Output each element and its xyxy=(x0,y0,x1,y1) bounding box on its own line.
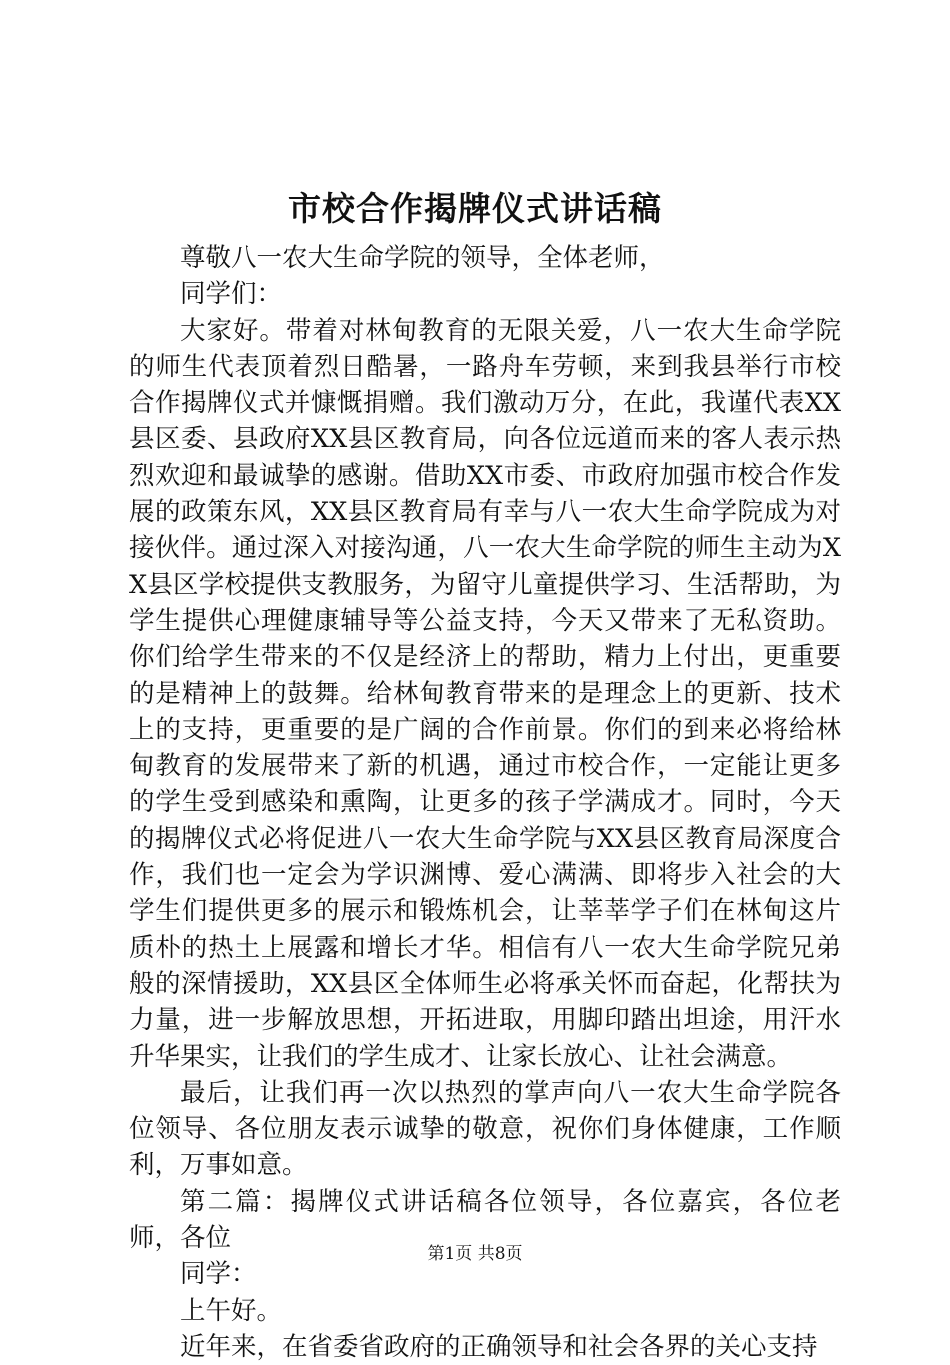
second-article-heading: 第二篇：揭牌仪式讲话稿各位领导，各位嘉宾，各位老师，各位 xyxy=(129,1186,841,1254)
second-salutation: 同学： xyxy=(180,1259,257,1290)
body-paragraph: 大家好。带着对林甸教育的无限关爱，八一农大生命学院的师生代表顶着烈日酷暑，一路舟车劳顿，来到我县举行市校合作揭牌仪式并慷慨捐赠。我们激动万分，在此，我谨代表XX县区委、县政府XX县区教育局，向各位远道而来的客人表示热烈欢迎和最诚挚的感谢。借助XX市委、市政府加强市校合作发展的政策东风，XX县区教育局有幸与八一农大生命学院成为对接伙伴。通过深入对接沟通，八一农大生命学院的师生主动为XX县区学校提供支教服务，为留守儿童提供学习、生活帮助，为学生提供心理健康辅导等公益支持，今天又带来了无私资助。你们给学生带来的不仅是经济上的帮助，精力上付出，更重要的是精神上的鼓舞。给林甸教育带来的是理念上的更新、技术上的支持，更重要的是广阔的合作前景。你们的到来必将给林甸教育的发展带来了新的机遇，通过市校合作，一定能让更多的学生受到感染和熏陶，让更多的孩子学满成才。同时，今天的揭牌仪式必将促进八一农大生命学院与XX县区教育局深度合作，我们也一定会为学识渊博、爱心满满、即将步入社会的大学生们提供更多的展示和锻炼机会，让莘莘学子们在林甸这片质朴的热土上展露和增长才华。相信有八一农大生命学院兄弟般的深情援助，XX县区全体师生必将承关怀而奋起，化帮扶为力量，进一步解放思想，开拓进取，用脚印踏出坦途，用汗水升华果实，让我们的学生成才、让家长放心、让社会满意。 xyxy=(129,315,841,1072)
document-title: 市校合作揭牌仪式讲话稿 xyxy=(288,189,662,228)
salutation-line: 尊敬八一农大生命学院的领导，全体老师， xyxy=(180,243,665,273)
greeting-line: 上午好。 xyxy=(180,1295,283,1326)
document-body xyxy=(129,240,841,1365)
salutation-continuation: 同学们： xyxy=(180,279,283,310)
closing-paragraph: 最后，让我们再一次以热烈的掌声向八一农大生命学院各位领导、各位朋友表示诚挚的敬意，祝你们身体健康，工作顺利，万事如意。 xyxy=(129,1077,841,1181)
page-number-footer: 第1页 共8页 xyxy=(427,1244,523,1264)
second-body-paragraph: 近年来，在省委省政府的正确领导和社会各界的关心支持 xyxy=(180,1331,818,1362)
